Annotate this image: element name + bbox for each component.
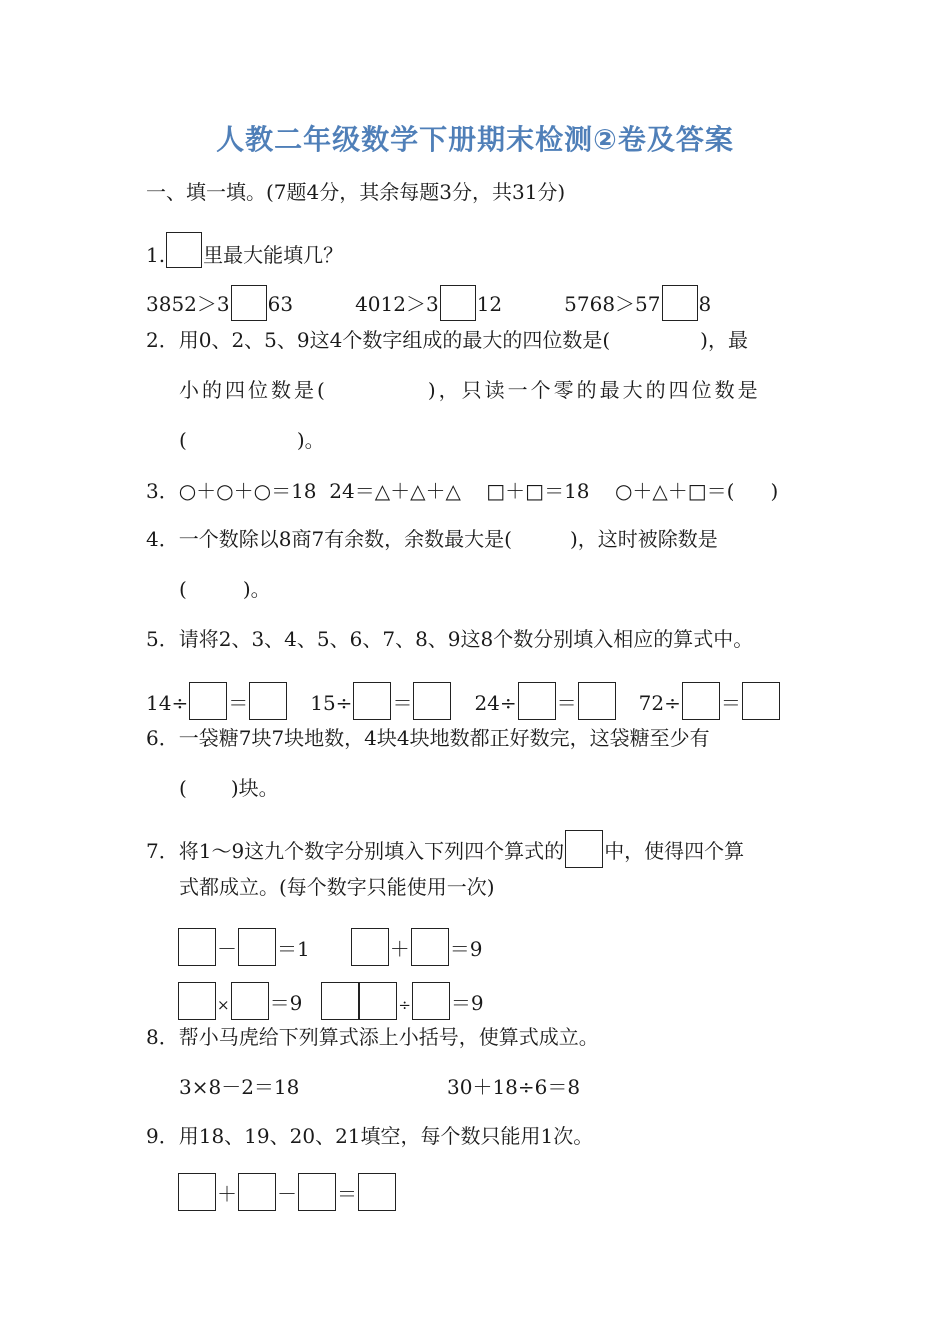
answer-box[interactable]	[238, 1173, 276, 1211]
answer-box[interactable]	[412, 982, 450, 1020]
question-8-expression-2: 30＋18÷6＝8	[447, 1075, 581, 1099]
answer-box[interactable]	[742, 682, 780, 720]
answer-box[interactable]	[353, 682, 391, 720]
question-2: 2．用0、2、5、9这4个数字组成的最大的四位数是( )，最	[146, 328, 748, 352]
question-4: 4．一个数除以8商7有余数，余数最大是( )，这时被除数是	[146, 527, 718, 551]
answer-box[interactable]	[189, 682, 227, 720]
question-2-line-3: ( )。	[179, 428, 325, 452]
question-5: 5．请将2、3、4、5、6、7、8、9这8个数分别填入相应的算式中。	[146, 627, 754, 651]
question-1: 1. 里最大能填几？	[146, 232, 343, 269]
answer-box[interactable]	[413, 682, 451, 720]
question-6-line-2: ( )块。	[179, 776, 279, 800]
question-3: 3．○＋○＋○＝18 24＝△＋△＋△ □＋□＝18 ○＋△＋□＝( )	[146, 479, 779, 503]
question-9: 9．用18、19、20、21填空，每个数只能用1次。	[146, 1124, 594, 1148]
answer-box[interactable]	[565, 830, 603, 868]
answer-box[interactable]	[238, 928, 276, 966]
answer-box[interactable]	[351, 928, 389, 966]
answer-box[interactable]	[178, 982, 216, 1020]
answer-box[interactable]	[358, 1173, 396, 1211]
question-8: 8．帮小马虎给下列算式添上小括号，使算式成立。	[146, 1025, 599, 1049]
question-7-row-1: － ＝1 ＋ ＝9	[177, 928, 482, 966]
question-1-expressions: 3852＞3 63 4012＞3 12 5768＞57 8	[146, 285, 711, 321]
answer-box[interactable]	[321, 982, 359, 1020]
answer-box[interactable]	[298, 1173, 336, 1211]
section-heading: 一、填一填。(7题4分，其余每题3分，共31分)	[146, 180, 566, 204]
question-7-row-2: × ＝9 ÷ ＝9	[177, 982, 484, 1020]
answer-box[interactable]	[440, 285, 476, 321]
answer-box[interactable]	[682, 682, 720, 720]
page-title: 人教二年级数学下册期末检测②卷及答案	[216, 123, 734, 156]
question-5-expressions: 14÷ ＝ 15÷ ＝ 24÷ ＝ 72÷ ＝	[146, 682, 781, 720]
answer-box[interactable]	[178, 1173, 216, 1211]
question-2-line-2: 小的四位数是( )，只读一个零的最大的四位数是	[179, 378, 761, 402]
answer-box[interactable]	[578, 682, 616, 720]
answer-box[interactable]	[518, 682, 556, 720]
answer-box[interactable]	[249, 682, 287, 720]
question-7: 7．将1～9这九个数字分别填入下列四个算式的 中，使得四个算	[146, 830, 744, 868]
question-8-expression-1: 3×8－2＝18	[179, 1075, 300, 1099]
answer-box[interactable]	[231, 285, 267, 321]
answer-box[interactable]	[359, 982, 397, 1020]
answer-box[interactable]	[662, 285, 698, 321]
answer-box[interactable]	[166, 232, 202, 268]
answer-box[interactable]	[178, 928, 216, 966]
question-6: 6．一袋糖7块7块地数，4块4块地数都正好数完，这袋糖至少有	[146, 726, 710, 750]
question-7-line-2: 式都成立。(每个数字只能使用一次)	[179, 875, 495, 899]
question-9-expression: ＋ － ＝	[177, 1173, 397, 1211]
answer-box[interactable]	[411, 928, 449, 966]
question-4-line-2: ( )。	[179, 577, 271, 601]
answer-box[interactable]	[231, 982, 269, 1020]
